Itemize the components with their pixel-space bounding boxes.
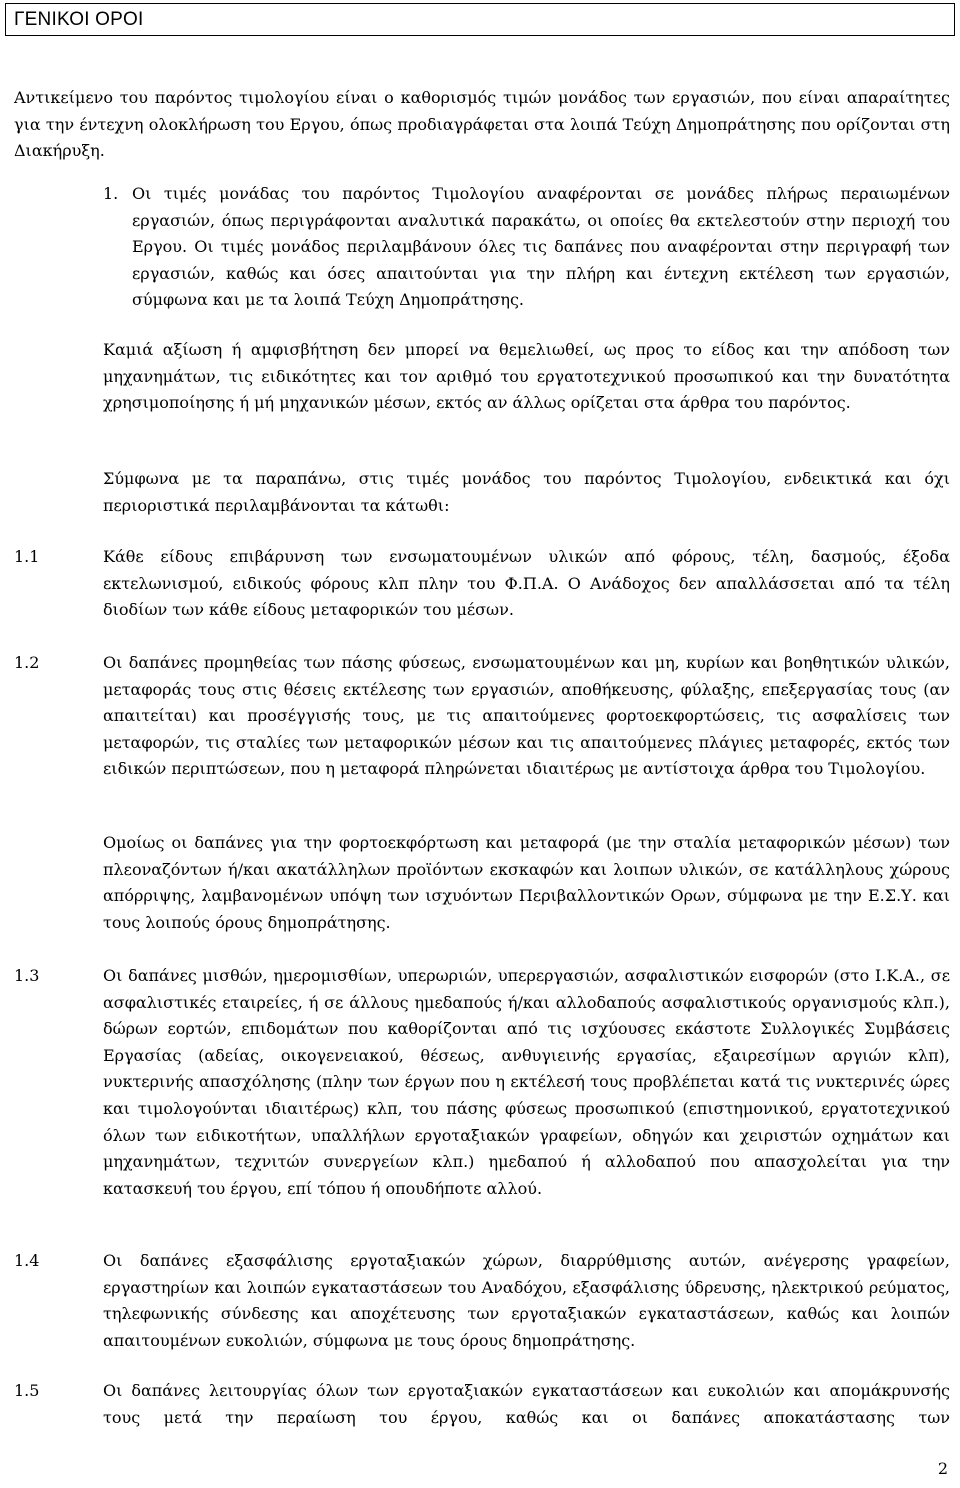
item-number-1-4: 1.4 [14,1251,40,1270]
item-1-2-text: Οι δαπάνες προμηθείας των πάσης φύσεως, ενσωματουμένων και μη, κυρίων και βοηθητικών υλικών, μεταφοράς τους στις θέσεις εκτέλεσης των εργασιών, αποθήκευσης, φύλαξης, επεξεργασίας τους (αν απαιτείται) και προσέγγισής τους, με τις απαιτούμενες φορτοεκφορτώσεις, τις ασφαλίσεις των μεταφορών, τις σταλίες των μεταφορικών μέσων και τις απαιτούμενες πλάγιες μεταφορές, εκτός των ειδικών περιπτώσεων, που η μεταφορά πληρώνεται ιδιαιτέρως με αντίστοιχα άρθρα του Τιμολογίου. [103,653,950,779]
item-1-1-text: Κάθε είδους επιβάρυνση των ενσωματουμένων υλικών από φόρους, τέλη, δασμούς, έξοδα εκτελωνισμού, ειδικούς φόρους κλπ πλην του Φ.Π.Α. Ο Ανάδοχος δεν απαλλάσσεται από τα τέλη διοδίων των κάθε είδους μεταφορικών του μέσων. [103,547,950,620]
item-number-1-3: 1.3 [14,966,40,985]
title-box [5,3,955,36]
page-number: 2 [937,1459,948,1478]
item-number-1-1: 1.1 [14,547,40,566]
item-1-2-extra: Ομοίως οι δαπάνες για την φορτοεκφόρτωση και μεταφορά (με την σταλία μεταφορικών μέσων) των πλεοναζόντων ή/και ακατάλληλων προϊόντων εκσκαφών και λοιπων υλικών, σε κατάλληλους χώρους απόρριψης, λαμβανομένων υπόψη των ισχυόντων Περιβαλλοντικών Ορων, σύμφωνα με την Ε.Σ.Υ. και τους λοιπούς όρους δημοπράτησης. [103,833,950,932]
according-paragraph: Σύμφωνα με τα παραπάνω, στις τιμές μονάδος του παρόντος Τιμολογίου, ενδεικτικά και όχι περιοριστικά περιλαμβάνονται τα κάτωθι: [103,469,950,515]
claim-paragraph: Καμιά αξίωση ή αμφισβήτηση δεν μπορεί να θεμελιωθεί, ως προς το είδος και την απόδοση των μηχανημάτων, τις ειδικότητες και τον αριθμό του εργατοτεχνικού προσωπικού και την δυνατότητα χρησιμοποίησης ή μή μηχανικών μέσων, εκτός αν άλλως ορίζεται στα άρθρα του παρόντος. [103,340,950,413]
item-1-text [132,181,950,314]
item-1-5-text: Οι δαπάνες λειτουργίας όλων των εργοταξιακών εγκαταστάσεων και ευκολιών και απομάκρυνσής τους μετά την περαίωση του έργου, καθώς και οι δαπάνες αποκατάστασης των [103,1381,950,1427]
document-title: ΓΕΝΙΚΟΙ ΟΡΟΙ [14,9,144,30]
item-number-1: 1. [103,184,119,203]
item-1-4-text: Οι δαπάνες εξασφάλισης εργοταξιακών χώρων, διαρρύθμισης αυτών, ανέγερσης γραφείων, εργαστηρίων και λοιπών εγκαταστάσεων του Αναδόχου, εξασφάλισης ύδρευσης, ηλεκτρικού ρεύματος, τηλεφωνικής σύνδεσης και αποχέτευσης των εργοταξιακών εγκαταστάσεων, καθώς και λοιπών απαιτουμένων ευκολιών, σύμφωνα με τους όρους δημοπράτησης. [103,1251,950,1350]
item-number-1-5: 1.5 [14,1381,40,1400]
item-number-1-2: 1.2 [14,653,40,672]
item-1-3-text: Οι δαπάνες μισθών, ημερομισθίων, υπερωριών, υπερεργασιών, ασφαλιστικών εισφορών (στο Ι.Κ.Α., σε ασφαλιστικές εταιρείες, ή σε άλλους ημεδαπούς ή/και αλλοδαπούς ασφαλιστικούς οργανισμούς κλπ.), δώρων εορτών, επιδομάτων που καθορίζονται από τις ισχύουσες εκάστοτε Συλλογικές Συμβάσεις Εργασίας (αδείας, οικογενειακού, θέσεως, ανθυγιεινής εργασίας, εξαιρεσίμων αργιών κλπ), νυκτερινής απασχόλησης (πλην των έργων που η εκτέλεσή τους προβλέπεται κατά τις νυκτερινές ώρες και τιμολογούνται ιδιαιτέρως) κλπ, του πάσης φύσεως προσωπικού (επιστημονικού, εργατοτεχνικού όλων των ειδικοτήτων, υπαλλήλων εργοταξιακών γραφείων, οδηγών και χειριστών οχημάτων και μηχανημάτων, τεχνιτών συνεργείων κλπ.) ημεδαπού ή αλλοδαπού που απασχολείται για την κατασκευή του έργου, επί τόπου ή οπουδήποτε αλλού. [103,966,950,1198]
item-1-text-content: Οι τιμές μονάδας του παρόντος Τιμολογίου αναφέρονται σε μονάδες πλήρως περαιωμένων εργασιών, όπως περιγράφονται αναλυτικά παρακάτω, οι οποίες θα εκτελεστούν στην περιοχή του Εργου. Οι τιμές μονάδος περιλαμβάνουν όλες τις δαπάνες που αναφέρονται στην περιγραφή των εργασιών, καθώς και όσες απαιτούνται για την πλήρη και έντεχνη εκτέλεση των εργασιών, σύμφωνα και με τα λοιπά Τεύχη Δημοπράτησης. [132,184,950,310]
intro-paragraph: Αντικείμενο του παρόντος τιμολογίου είναι ο καθορισμός τιμών μονάδος των εργασιών, που είναι απαραίτητες για την έντεχνη ολοκλήρωση του Εργου, όπως προδιαγράφεται στα λοιπά Τεύχη Δημοπράτησης που ορίζονται στη Διακήρυξη. [14,88,950,161]
